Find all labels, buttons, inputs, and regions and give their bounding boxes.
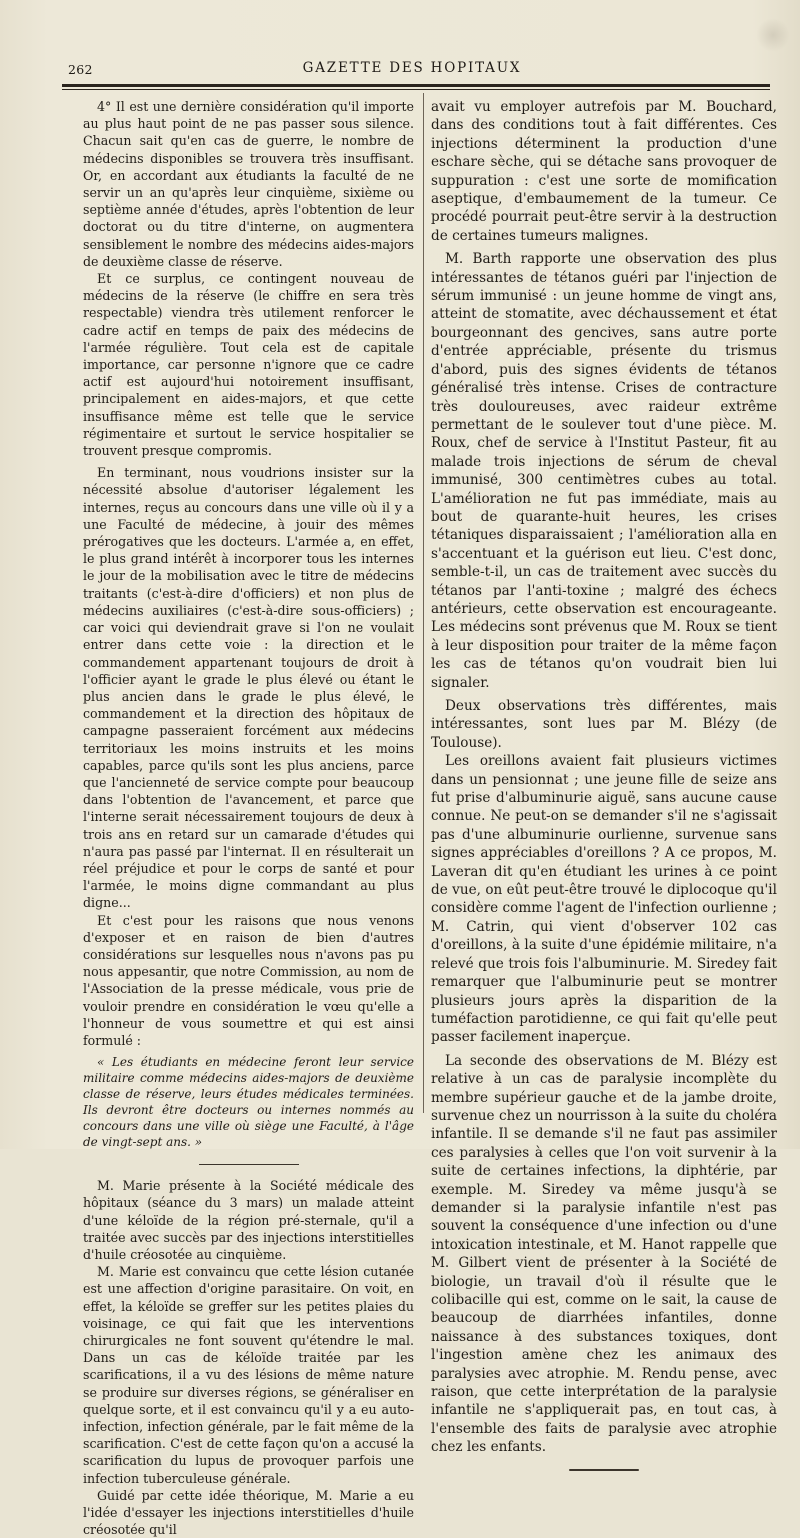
header-rule-thick	[62, 84, 770, 87]
column-divider	[423, 93, 424, 1113]
section-separator	[199, 1164, 299, 1165]
page-header	[62, 58, 762, 80]
paragraph: 4° Il est une dernière considération qu'il importe au plus haut point de ne pas passer sous silence. Chacun sait qu'en cas de guerre, le nombre de médecins disponibles se trouvera très insuffisant. Or, en accordant aux étudiants la faculté de ne servir un an qu'après leur cinquième, sixième ou septième année d'études, après l'obtention de leur doctorat ou du titre d'interne, on augmentera sensiblement le nombre des médecins aides-majors de deuxième classe de réserve.	[83, 99, 414, 269]
paragraph: M. Marie est convaincu que cette lésion cutanée est une affection d'origine parasitaire. On voit, en effet, la kéloïde se greffer sur les petites plaies du voisinage, ce qui fait que les interventions chirurgicales ne font souvent qu'étendre le mal. Dans un cas de kéloïde traitée par les scarifications, il a vu des lésions de même nature se produire sur diverses régions, se généraliser en quelque sorte, et il est convaincu qu'il y a eu auto-infection, infection générale, par le fait même de la scarification. C'est de cette façon qu'on a accusé la scarification du lupus de provoquer parfois une infection tuberculeuse générale.	[83, 1264, 414, 1486]
paragraph: avait vu employer autrefois par M. Bouchard, dans des conditions tout à fait différentes. Ces injections déterminent la production d'une eschare sèche, qui se détache sans provoquer de suppuration : c'est une sorte de momification aseptique, d'embaumement de la tumeur. Ce procédé pourrait peut-être servir à la destruction de certaines tumeurs malignes.	[431, 99, 777, 244]
page-number: 262	[68, 62, 93, 77]
right-column	[431, 98, 777, 1471]
paragraph: Guidé par cette idée théorique, M. Marie a eu l'idée d'essayer les injections interstitielles d'huile créosotée qu'il	[83, 1487, 414, 1538]
quoted-resolution: « Les étudiants en médecine feront leur service militaire comme médecins aides-majors de deuxième classe de réserve, leurs études médicales terminées. Ils devront être docteurs ou internes nommés au concours dans une ville où siège une Faculté, à l'âge de vingt-sept ans. »	[83, 1055, 414, 1150]
paragraph: En terminant, nous voudrions insister sur la nécessité absolue d'autoriser légalement les internes, reçus au concours dans une ville où il y a une Faculté de médecine, à jouir des mêmes prérogatives que les docteurs. L'armée a, en effet, le plus grand intérêt à incorporer tous les internes le jour de la mobilisation avec le titre de médecins traitants (c'est-à-dire d'officiers) et non plus de médecins auxiliaires (c'est-à-dire sous-officiers) ; car voici qui deviendrait grave si l'on ne voulait entrer dans cette voie : la direction et le commandement appartenant toujours de droit à l'officier ayant le grade le plus élevé ou étant le plus ancien dans le grade le plus élevé, le commandement et la direction des hôpitaux de campagne passeraient forcément aux médecins territoriaux les moins instruits et les moins capables, parce qu'ils sont les plus anciens, parce que l'ancienneté de service compte pour beaucoup dans l'obtention de l'avancement, et parce que l'interne serait nécessairement toujours de deux à trois ans en retard sur un camarade d'études qui n'aura pas passé par l'internat. Il en résulterait un réel préjudice et pour le corps de santé et pour l'armée, le moins digne commandant au plus digne...	[83, 465, 414, 911]
paragraph: Les oreillons avaient fait plusieurs victimes dans un pensionnat ; une jeune fille de seize ans fut prise d'albuminurie aiguë, sans aucune cause connue. Ne peut-on se demander s'il ne s'agissait pas d'une albuminurie ourlienne, survenue sans signes appréciables d'oreillons ? A ce propos, M. Laveran dit qu'en étudiant les urines à ce point de vue, on eût peut-être trouvé le diplocoque qu'il considère comme l'agent de l'infection ourlienne ; M. Catrin, qui vient d'observer 102 cas d'oreillons, à la suite d'une épidémie militaire, n'a relevé que trois fois l'albuminurie. M. Siredey fait remarquer que l'albuminurie peut se montrer plusieurs jours après la disparition de la tuméfaction parotidienne, ce qui fait qu'elle peut passer facilement inaperçue.	[431, 753, 777, 1046]
journal-title: GAZETTE DES HOPITAUX	[302, 60, 522, 76]
paragraph: La seconde des observations de M. Blézy est relative à un cas de paralysie incomplète du membre supérieur gauche et de la jambe droite, survenue chez un nourrisson à la suite du choléra infantile. Il se demande s'il ne faut pas assimiler ces paralysies à celles que l'on voit survenir à la suite de certaines infections, la diphtérie, par exemple. M. Siredey va même jusqu'à se demander si la paralysie infantile n'est pas souvent la conséquence d'une infection ou d'une intoxication intestinale, et M. Hanot rappelle que M. Gilbert vient de présenter à la Société de biologie, un travail d'où il résulte que le colibacille qui est, comme on le sait, la cause de beaucoup de diarrhées infantiles, donne naissance à des substances toxiques, dont l'ingestion amène chez les animaux des paralysies avec atrophie. M. Rendu pense, avec raison, que cette interprétation de la paralysie infantile ne s'appliquerait pas, en tout cas, à l'ensemble des faits de paralysie avec atrophie chez les enfants.	[431, 1052, 777, 1456]
header-rule-thin	[62, 89, 770, 90]
paragraph: M. Barth rapporte une observation des plus intéressantes de tétanos guéri par l'injection de sérum immunisé : un jeune homme de vingt ans, atteint de stomatite, avec déchaussement et état bourgeonnant des gencives, sans autre porte d'entrée appréciable, présente du trismus d'abord, puis des signes évidents de tétanos généralisé très intense. Crises de contracture très douloureuses, avec raideur extrême permettant de le soulever tout d'une pièce. M. Roux, chef de service à l'Institut Pasteur, fit au malade trois injections de sérum de cheval immunisé, 300 centimètres cubes au total. L'amélioration ne fut pas immédiate, mais au bout de quarante-huit heures, les crises tétaniques disparaissaient ; l'amélioration alla en s'accentuant et la guérison eut lieu. C'est donc, semble-t-il, un cas de traitement avec succès du tétanos par l'anti-toxine ; malgré des échecs antérieurs, cette observation est encourageante. Les médecins sont prévenus que M. Roux se tient à leur disposition pour traiter de la même façon les cas de tétanos qu'on voudrait bien lui signaler.	[431, 251, 777, 691]
paragraph: Et c'est pour les raisons que nous venons d'exposer et en raison de bien d'autres considérations sur lesquelles nous n'avons pas pu nous appesantir, que notre Commission, au nom de l'Association de la presse médicale, vous prie de vouloir prendre en considération le vœu qu'elle a l'honneur de vous soumettre et qui est ainsi formulé :	[83, 912, 414, 1048]
paragraph: Et ce surplus, ce contingent nouveau de médecins de la réserve (le chiffre en sera très respectable) viendra très utilement renforcer le cadre actif en temps de paix des médecins de l'armée régulière. Tout cela est de capitale importance, car personne n'ignore que ce cadre actif est aujourd'hui notoirement insuffisant, principalement en aides-majors, et que cette insuffisance même est telle que le service régimentaire et surtout le service hospitalier se trouvent presque compromis.	[83, 271, 414, 459]
ornament-separator	[569, 1469, 639, 1471]
left-column	[83, 98, 414, 1538]
paragraph: M. Marie présente à la Société médicale des hôpitaux (séance du 3 mars) un malade atteint d'une kéloïde de la région pré-sternale, qu'il a traitée avec succès par des injections interstitielles d'huile créosotée au cinquième.	[83, 1178, 414, 1262]
paragraph: Deux observations très différentes, mais intéressantes, sont lues par M. Blézy (de Toulouse).	[431, 698, 777, 751]
bleed-through-mark	[756, 18, 790, 52]
